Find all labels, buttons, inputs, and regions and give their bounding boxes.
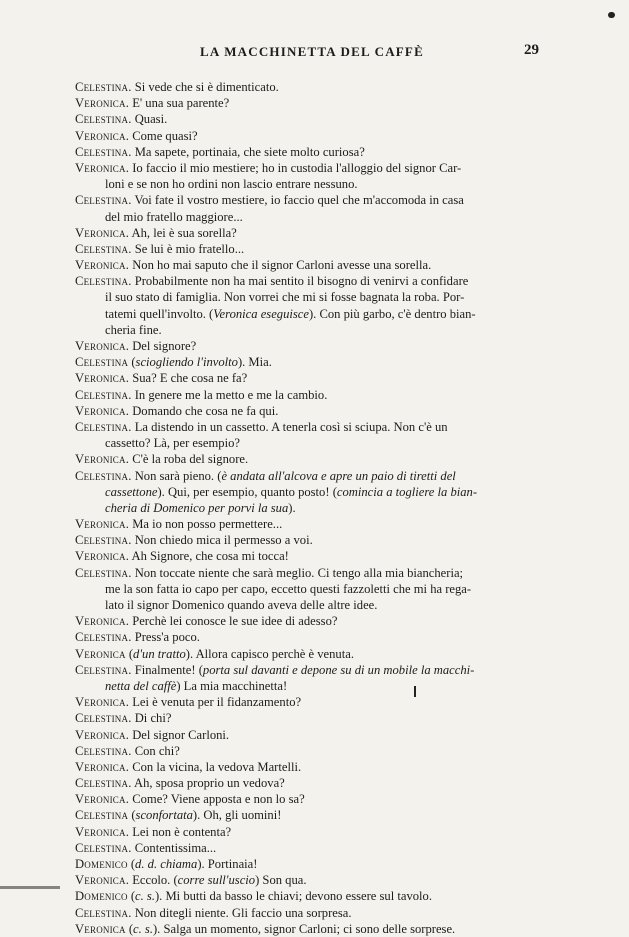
stage-direction: porta sul davanti e depone su di un mobile la macchi- bbox=[202, 662, 475, 677]
line-text: Ah, sposa proprio un vedova? bbox=[131, 776, 285, 791]
line-text: Domando che cosa ne fa qui. bbox=[129, 403, 279, 418]
continuation-line bbox=[75, 306, 547, 322]
line-text: Finalmente! ( bbox=[131, 662, 203, 677]
speaker-name: Celestina. bbox=[75, 144, 132, 159]
dialogue-line bbox=[75, 192, 547, 208]
speaker-name: Veronica. bbox=[75, 160, 130, 175]
speaker-name: Veronica. bbox=[75, 873, 130, 888]
speaker-name: Celestina. bbox=[75, 387, 132, 402]
dialogue-line bbox=[75, 160, 547, 176]
speaker-name: Veronica. bbox=[75, 371, 130, 386]
line-text: ( bbox=[127, 889, 136, 904]
line-text: Ah Signore, che cosa mi tocca! bbox=[129, 549, 289, 564]
stage-direction: corre sull'uscio bbox=[177, 873, 256, 888]
dialogue-line bbox=[75, 79, 547, 95]
dialogue-line bbox=[75, 403, 547, 419]
line-text: ( bbox=[128, 355, 136, 370]
continuation-line bbox=[75, 484, 547, 500]
speaker-name: Veronica. bbox=[75, 824, 130, 839]
line-text: Con chi? bbox=[131, 743, 180, 758]
line-text: ). Mi butti da basso le chiavi; devono essere sul tavolo. bbox=[154, 889, 432, 904]
line-text: loni e se non ho ordini non lascio entrare nessuno. bbox=[105, 177, 358, 192]
line-text: me la son fatta io capo per capo, eccetto questi fazzoletti che mi ha rega- bbox=[105, 581, 472, 596]
dialogue-line bbox=[75, 888, 547, 904]
line-text: Non ho mai saputo che il signor Carloni avesse una sorella. bbox=[129, 258, 432, 273]
dialogue-line bbox=[75, 128, 547, 144]
continuation-line bbox=[75, 176, 547, 192]
line-text: ). Oh, gli uomini! bbox=[192, 808, 282, 823]
stage-direction: d'un tratto bbox=[133, 646, 186, 661]
line-text: C'è la roba del signore. bbox=[129, 452, 249, 467]
line-text: La distendo in un cassetto. A tenerla così si sciupa. Non c'è un bbox=[131, 419, 448, 434]
stage-direction: comincia a togliere la bian- bbox=[336, 484, 478, 499]
dialogue-line bbox=[75, 629, 547, 645]
line-text: Del signor Carloni. bbox=[129, 727, 230, 742]
dialogue-line bbox=[75, 387, 547, 403]
speaker-name: Veronica. bbox=[75, 549, 130, 564]
speaker-name: Veronica. bbox=[75, 792, 130, 807]
speaker-name: Veronica. bbox=[75, 403, 130, 418]
dialogue-line bbox=[75, 273, 547, 289]
dialogue-line bbox=[75, 662, 547, 678]
continuation-line bbox=[75, 581, 547, 597]
stage-direction: sciogliendo l'involto bbox=[135, 355, 238, 370]
line-text: ) Son qua. bbox=[255, 873, 307, 888]
line-text: ). Allora capisco perchè è venuta. bbox=[185, 646, 354, 661]
line-text: ( bbox=[125, 921, 134, 936]
dialogue-line bbox=[75, 95, 547, 111]
line-text: Lei è venuta per il fidanzamento? bbox=[129, 695, 302, 710]
speaker-name: Celestina. bbox=[75, 743, 132, 758]
line-text: Ma io non posso permettere... bbox=[129, 517, 283, 532]
speaker-name: Domenico bbox=[75, 857, 128, 871]
speaker-name: Celestina. bbox=[75, 776, 132, 791]
line-text: In genere me la metto e me la cambio. bbox=[131, 387, 328, 402]
dialogue-line bbox=[75, 905, 547, 921]
line-text: Lei non è contenta? bbox=[129, 824, 232, 839]
continuation-line bbox=[75, 500, 547, 516]
line-text: il suo stato di famiglia. Non vorrei che mi si fosse bagnata la roba. Por- bbox=[105, 290, 465, 305]
dialogue-line bbox=[75, 791, 547, 807]
line-text: Quasi. bbox=[131, 112, 168, 127]
speaker-name: Celestina. bbox=[75, 468, 132, 483]
dialogue-line bbox=[75, 225, 547, 241]
ink-mark bbox=[414, 686, 416, 697]
dialogue-text bbox=[75, 79, 547, 937]
line-text: ). Portinaia! bbox=[197, 857, 258, 871]
speaker-name: Veronica. bbox=[75, 225, 130, 240]
speaker-name: Celestina. bbox=[75, 193, 132, 208]
dialogue-line bbox=[75, 419, 547, 435]
line-text: ). Salga un momento, signor Carloni; ci sono delle sorprese. bbox=[152, 921, 456, 936]
line-text: ). Con più garbo, c'è dentro bian- bbox=[308, 306, 476, 321]
line-text: Di chi? bbox=[131, 711, 172, 726]
line-text: cheria fine. bbox=[105, 322, 162, 337]
line-text: Probabilmente non ha mai sentito il bisogno di venirvi a confidare bbox=[131, 274, 469, 289]
dialogue-line bbox=[75, 516, 547, 532]
running-head bbox=[0, 42, 629, 64]
line-text: Voi fate il vostro mestiere, io faccio quel che m'accomoda in casa bbox=[131, 193, 464, 208]
continuation-line bbox=[75, 678, 547, 694]
line-text: Si vede che si è dimenticato. bbox=[131, 80, 279, 94]
dialogue-line bbox=[75, 613, 547, 629]
line-text: Eccolo. ( bbox=[129, 873, 178, 888]
line-text: Non sarà pieno. ( bbox=[131, 468, 222, 483]
speaker-name: Veronica. bbox=[75, 258, 130, 273]
dialogue-line bbox=[75, 548, 547, 564]
continuation-line bbox=[75, 322, 547, 338]
line-text: Come quasi? bbox=[129, 128, 198, 143]
speaker-name: Veronica. bbox=[75, 96, 130, 111]
speaker-name: Celestina. bbox=[75, 274, 132, 289]
speaker-name: Celestina bbox=[75, 355, 129, 370]
speaker-name: Veronica. bbox=[75, 759, 130, 774]
line-text: ) La mia macchinetta! bbox=[176, 678, 288, 693]
speaker-name: Celestina. bbox=[75, 840, 132, 855]
ink-spot bbox=[608, 12, 615, 18]
line-text: E' una sua parente? bbox=[129, 96, 230, 111]
continuation-line bbox=[75, 435, 547, 451]
dialogue-line bbox=[75, 824, 547, 840]
line-text: ). Qui, per esempio, quanto posto! ( bbox=[157, 484, 337, 499]
speaker-name: Veronica. bbox=[75, 695, 130, 710]
dialogue-line bbox=[75, 775, 547, 791]
stage-direction: sconfortata bbox=[135, 808, 193, 823]
line-text: ( bbox=[127, 857, 136, 871]
dialogue-line bbox=[75, 646, 547, 662]
speaker-name: Celestina bbox=[75, 808, 129, 823]
line-text: Perchè lei conosce le sue idee di adesso? bbox=[129, 614, 338, 629]
stage-direction: d. d. chiama bbox=[135, 857, 198, 871]
speaker-name: Veronica. bbox=[75, 339, 130, 353]
dialogue-line bbox=[75, 807, 547, 823]
dialogue-line bbox=[75, 241, 547, 257]
stage-direction: Veronica eseguisce bbox=[213, 306, 309, 321]
speaker-name: Veronica. bbox=[75, 128, 130, 143]
dialogue-line bbox=[75, 565, 547, 581]
speaker-name: Domenico bbox=[75, 889, 128, 904]
dialogue-line bbox=[75, 759, 547, 775]
dialogue-line bbox=[75, 354, 547, 370]
line-text: Se lui è mio fratello... bbox=[131, 241, 245, 256]
speaker-name: Celestina. bbox=[75, 662, 132, 677]
line-text: cassetto? Là, per esempio? bbox=[105, 436, 240, 451]
line-text: ( bbox=[125, 646, 134, 661]
dialogue-line bbox=[75, 840, 547, 856]
dialogue-line bbox=[75, 257, 547, 273]
line-text: ). bbox=[288, 500, 296, 515]
line-text: Non chiedo mica il permesso a voi. bbox=[131, 533, 313, 548]
speaker-name: Veronica. bbox=[75, 452, 130, 467]
line-text: tatemi quell'involto. ( bbox=[105, 306, 214, 321]
line-text: Sua? E che cosa ne fa? bbox=[129, 371, 248, 386]
page-number: 29 bbox=[524, 42, 539, 58]
line-text: Con la vicina, la vedova Martelli. bbox=[129, 759, 302, 774]
speaker-name: Veronica. bbox=[75, 517, 130, 532]
line-text: Ah, lei è sua sorella? bbox=[129, 225, 237, 240]
line-text: Come? Viene apposta e non lo sa? bbox=[129, 792, 305, 807]
line-text: ). Mia. bbox=[237, 355, 272, 370]
line-text: Del signore? bbox=[129, 339, 197, 353]
line-text: Io faccio il mio mestiere; ho in custodia l'alloggio del signor Car- bbox=[129, 160, 462, 175]
dialogue-line bbox=[75, 338, 547, 354]
dialogue-line bbox=[75, 144, 547, 160]
dialogue-line bbox=[75, 743, 547, 759]
continuation-line bbox=[75, 289, 547, 305]
speaker-name: Veronica bbox=[75, 921, 126, 936]
dialogue-line bbox=[75, 532, 547, 548]
line-text: ( bbox=[128, 808, 136, 823]
speaker-name: Celestina. bbox=[75, 630, 132, 645]
line-text: lato il signor Domenico quando aveva delle altre idee. bbox=[105, 598, 378, 612]
stage-direction: cassettone bbox=[105, 484, 158, 499]
dialogue-line bbox=[75, 451, 547, 467]
stage-direction: c. s. bbox=[135, 889, 155, 904]
dialogue-line bbox=[75, 856, 547, 872]
line-text: Press'a poco. bbox=[131, 630, 200, 645]
speaker-name: Celestina. bbox=[75, 711, 132, 726]
line-text: del mio fratello maggiore... bbox=[105, 209, 243, 224]
dialogue-line bbox=[75, 710, 547, 726]
dialogue-line bbox=[75, 872, 547, 888]
speaker-name: Veronica bbox=[75, 646, 126, 661]
dialogue-line bbox=[75, 727, 547, 743]
speaker-name: Veronica. bbox=[75, 614, 130, 629]
dialogue-line bbox=[75, 694, 547, 710]
line-text: Non toccate niente che sarà meglio. Ci tengo alla mia biancheria; bbox=[131, 565, 464, 580]
continuation-line bbox=[75, 209, 547, 225]
speaker-name: Veronica. bbox=[75, 727, 130, 742]
page-edge-shadow bbox=[0, 886, 60, 889]
speaker-name: Celestina. bbox=[75, 241, 132, 256]
stage-direction: cheria di Domenico per porvi la sua bbox=[105, 500, 289, 515]
line-text: Contentissima... bbox=[131, 840, 217, 855]
speaker-name: Celestina. bbox=[75, 905, 132, 920]
speaker-name: Celestina. bbox=[75, 533, 132, 548]
speaker-name: Celestina. bbox=[75, 565, 132, 580]
continuation-line bbox=[75, 597, 547, 613]
speaker-name: Celestina. bbox=[75, 80, 132, 94]
line-text: Non ditegli niente. Gli faccio una sorpresa. bbox=[131, 905, 352, 920]
stage-direction: c. s. bbox=[133, 921, 153, 936]
line-text: Ma sapete, portinaia, che siete molto curiosa? bbox=[131, 144, 365, 159]
dialogue-line bbox=[75, 921, 547, 937]
dialogue-line bbox=[75, 370, 547, 386]
dialogue-line bbox=[75, 111, 547, 127]
dialogue-line bbox=[75, 468, 547, 484]
speaker-name: Celestina. bbox=[75, 112, 132, 127]
stage-direction: è andata all'alcova e apre un paio di tiretti del bbox=[221, 468, 456, 483]
speaker-name: Celestina. bbox=[75, 419, 132, 434]
running-title: LA MACCHINETTA DEL CAFFÈ bbox=[200, 44, 424, 59]
stage-direction: netta del caffè bbox=[105, 678, 177, 693]
